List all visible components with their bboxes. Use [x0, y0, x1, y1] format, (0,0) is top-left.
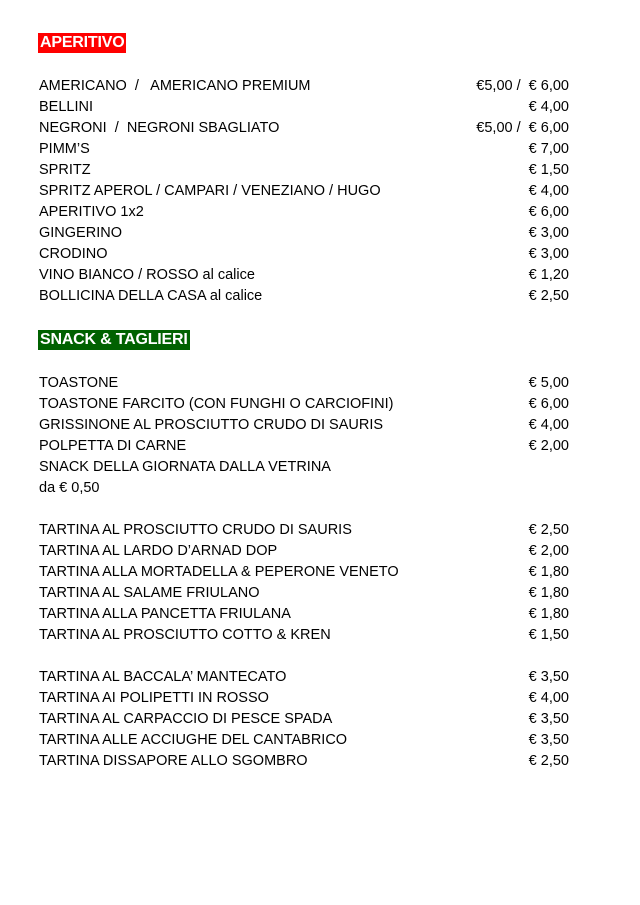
item-name: POLPETTA DI CARNE [39, 438, 187, 454]
menu-item [39, 394, 569, 415]
menu-item [39, 223, 569, 244]
menu-item [39, 541, 569, 562]
section-heading-snack: SNACK & TAGLIERI [40, 331, 188, 348]
item-name: NEGRONI / NEGRONI SBAGLIATO [39, 120, 280, 136]
item-price: € 3,00 [528, 246, 569, 262]
item-price: € 7,00 [528, 141, 569, 157]
item-price: € 1,80 [528, 606, 569, 622]
item-price: € 2,50 [528, 288, 569, 304]
item-name: APERITIVO 1x2 [39, 204, 144, 220]
item-price: € 3,50 [528, 711, 569, 727]
menu-item [39, 688, 569, 709]
menu-item [39, 583, 569, 604]
menu-item [39, 265, 569, 286]
item-price: € 2,00 [528, 543, 569, 559]
item-name: VINO BIANCO / ROSSO al calice [39, 267, 255, 283]
item-name: da € 0,50 [39, 480, 100, 496]
item-price: € 1,50 [528, 162, 569, 178]
item-name: PIMM’S [39, 141, 90, 157]
item-name: TARTINA DISSAPORE ALLO SGOMBRO [39, 753, 308, 769]
menu-item [39, 709, 569, 730]
item-name: SPRITZ [39, 162, 91, 178]
item-name: TARTINA AI POLIPETTI IN ROSSO [39, 690, 269, 706]
menu-item [39, 625, 569, 646]
menu-item [39, 436, 569, 457]
item-price: € 3,50 [528, 669, 569, 685]
menu-item [39, 160, 569, 181]
menu-item [39, 181, 569, 202]
item-price: € 2,00 [528, 438, 569, 454]
item-price: € 2,50 [528, 522, 569, 538]
item-name: TARTINA AL BACCALA’ MANTECATO [39, 669, 287, 685]
item-price: € 5,00 [528, 375, 569, 391]
item-name: TOASTONE [39, 375, 119, 391]
item-name: BOLLICINA DELLA CASA al calice [39, 288, 263, 304]
item-price: €5,00 / € 6,00 [476, 78, 569, 94]
menu-item [39, 751, 569, 772]
item-price: €5,00 / € 6,00 [476, 120, 569, 136]
item-price: € 2,50 [528, 753, 569, 769]
menu-item [39, 76, 569, 97]
item-name: TARTINA AL SALAME FRIULANO [39, 585, 260, 601]
item-price: € 4,00 [528, 183, 569, 199]
item-name: TARTINA AL PROSCIUTTO CRUDO DI SAURIS [39, 522, 352, 538]
item-name: TARTINA ALLE ACCIUGHE DEL CANTABRICO [39, 732, 348, 748]
item-price: € 4,00 [528, 99, 569, 115]
menu-item [39, 667, 569, 688]
item-name: TARTINA AL PROSCIUTTO COTTO & KREN [39, 627, 331, 643]
item-name: TOASTONE FARCITO (CON FUNGHI O CARCIOFINI) [39, 396, 394, 412]
menu-item [39, 457, 569, 478]
menu-item [39, 139, 569, 160]
item-name: AMERICANO / AMERICANO PREMIUM [39, 78, 311, 94]
item-name: TARTINA ALLA PANCETTA FRIULANA [39, 606, 291, 622]
item-price: € 1,50 [528, 627, 569, 643]
menu-item [39, 97, 569, 118]
item-name: BELLINI [39, 99, 93, 115]
item-price: € 1,20 [528, 267, 569, 283]
item-price: € 4,00 [528, 417, 569, 433]
menu-item [39, 118, 569, 139]
menu-item [39, 373, 569, 394]
menu-item [39, 730, 569, 751]
item-price: € 6,00 [528, 396, 569, 412]
item-name: GINGERINO [39, 225, 122, 241]
item-name: TARTINA AL LARDO D’ARNAD DOP [39, 543, 278, 559]
item-name: CRODINO [39, 246, 108, 262]
menu-item [39, 415, 569, 436]
item-name: SPRITZ APEROL / CAMPARI / VENEZIANO / HUGO [39, 183, 381, 199]
item-name: GRISSINONE AL PROSCIUTTO CRUDO DI SAURIS [39, 417, 384, 433]
menu-item [39, 286, 569, 307]
item-name: TARTINA AL CARPACCIO DI PESCE SPADA [39, 711, 333, 727]
item-price: € 1,80 [528, 564, 569, 580]
menu-item [39, 244, 569, 265]
menu-item [39, 202, 569, 223]
item-price: € 3,50 [528, 732, 569, 748]
menu-item [39, 478, 569, 499]
item-price: € 3,00 [528, 225, 569, 241]
menu-item [39, 520, 569, 541]
section-heading-aperitivo: APERITIVO [40, 34, 125, 51]
item-price: € 4,00 [528, 690, 569, 706]
menu-item [39, 562, 569, 583]
item-price: € 6,00 [528, 204, 569, 220]
item-name: TARTINA ALLA MORTADELLA & PEPERONE VENETO [39, 564, 399, 580]
menu-item [39, 604, 569, 625]
item-name: SNACK DELLA GIORNATA DALLA VETRINA [39, 459, 331, 475]
item-price: € 1,80 [528, 585, 569, 601]
